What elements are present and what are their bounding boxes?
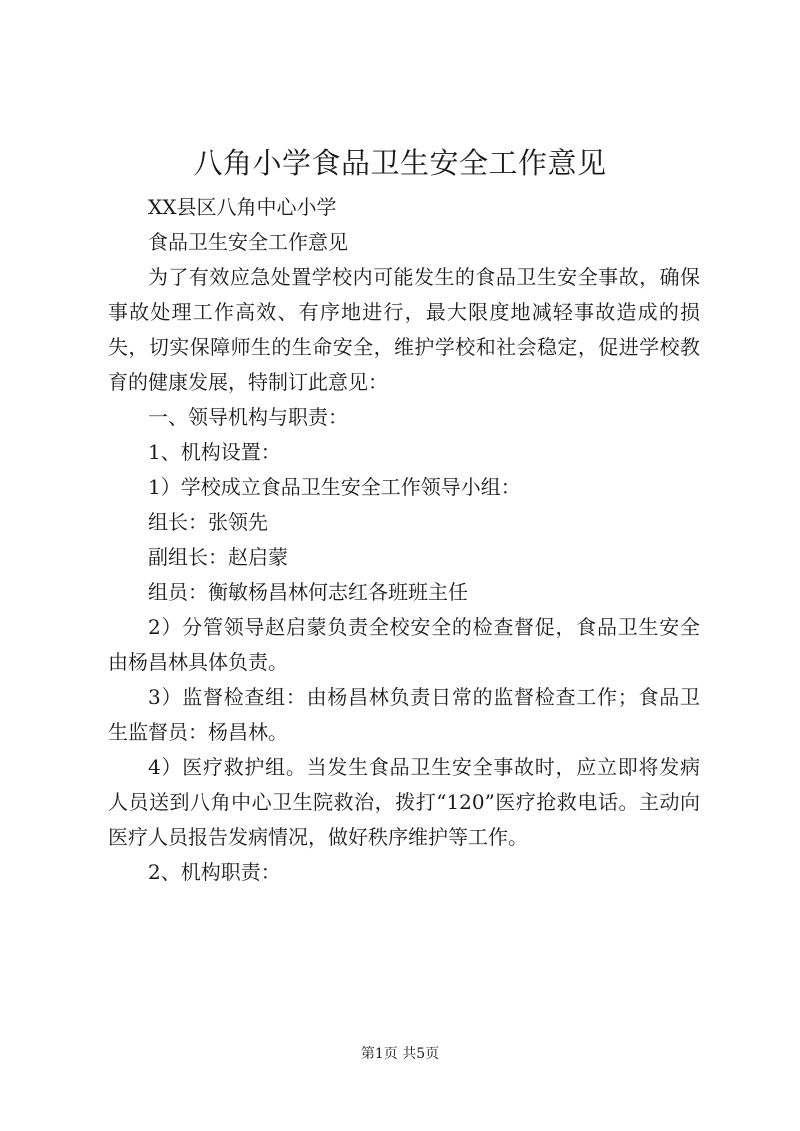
paragraph-leading-group: 1）学校成立食品卫生安全工作领导小组： bbox=[148, 475, 521, 499]
document-title: 八角小学食品卫生安全工作意见 bbox=[193, 146, 607, 180]
paragraph-subtitle: 食品卫生安全工作意见 bbox=[148, 230, 348, 254]
paragraph-group-leader: 组长：张领先 bbox=[148, 510, 268, 534]
paragraph-members: 组员：衡敏杨昌林何志红各班班主任 bbox=[148, 580, 468, 604]
paragraph-org-setup: 1、机构设置： bbox=[148, 440, 281, 464]
paragraph-medical-group: 4）医疗救护组。当发生食品卫生安全事故时，应立即将发病人员送到八角中心卫生院救治，拨打“120”医疗抢救电话。主动向医疗人员报告发病情况，做好秩序维护等工作。 bbox=[108, 755, 700, 849]
paragraph-org-duties: 2、机构职责： bbox=[148, 860, 281, 884]
paragraph-school-name: XX县区八角中心小学 bbox=[148, 195, 337, 219]
paragraph-section-1-heading: 一、领导机构与职责： bbox=[148, 405, 348, 429]
paragraph-supervision-lead: 2）分管领导赵启蒙负责全校安全的检查督促，食品卫生安全由杨昌林具体负责。 bbox=[108, 615, 700, 674]
paragraph-deputy-leader: 副组长：赵启蒙 bbox=[148, 545, 288, 569]
document-body bbox=[108, 190, 700, 890]
paragraph-purpose: 为了有效应急处置学校内可能发生的食品卫生安全事故，确保事故处理工作高效、有序地进行，最大限度地减轻事故造成的损失，切实保障师生的生命安全，维护学校和社会稳定，促进学校教育的健康发展，特制订此意见： bbox=[108, 265, 700, 394]
page-footer: 第1页 共5页 bbox=[360, 1046, 440, 1062]
paragraph-inspection-group: 3）监督检查组：由杨昌林负责日常的监督检查工作；食品卫生监督员：杨昌林。 bbox=[108, 685, 700, 744]
